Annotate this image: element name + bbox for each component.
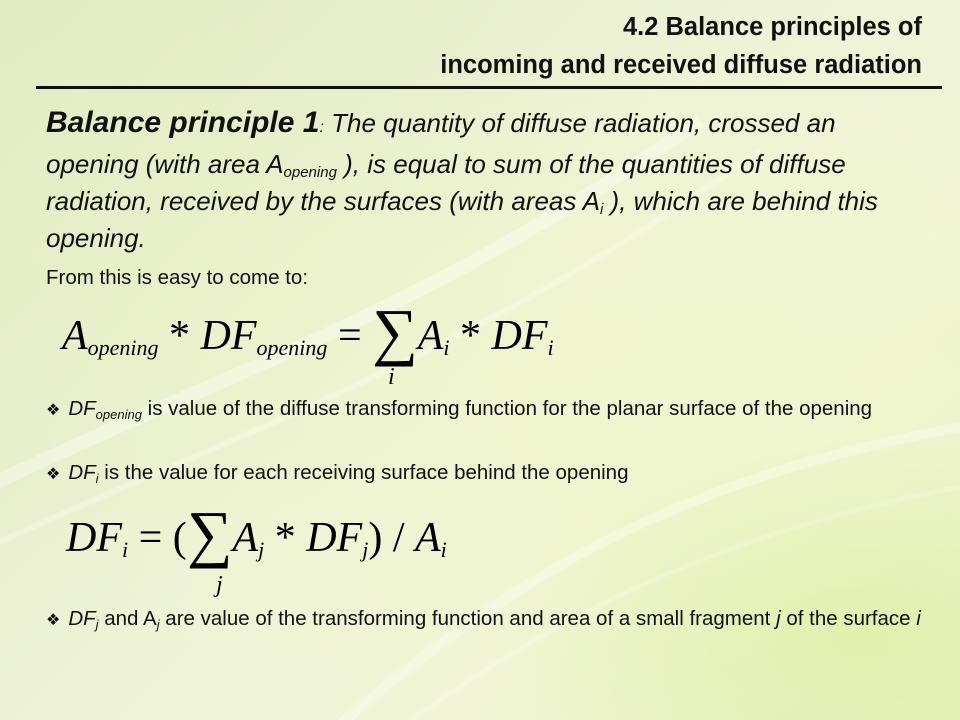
bullet1-subscript: opening <box>95 407 142 422</box>
bullet3-sub-df: j <box>95 617 99 632</box>
bullet3-text: are value of the transforming function and area of a small fragment <box>159 607 777 630</box>
eq2-times: * <box>264 515 307 561</box>
eq1-DF-i: DF <box>491 313 548 359</box>
eq1-A-i: A <box>417 313 444 359</box>
bullet1-symbol: DF <box>68 397 96 420</box>
eq2-sum-index: j <box>216 572 223 598</box>
bullet2-text: is the value for each receiving surface behind the opening <box>98 461 629 484</box>
bullet3-j: j <box>776 607 781 630</box>
eq1-sub-DF: opening <box>256 335 328 360</box>
title-divider <box>36 86 942 89</box>
slide-title <box>440 8 922 84</box>
eq1-sub-DF-i: i <box>547 335 554 360</box>
principle-paragraph <box>46 104 926 257</box>
bullet2-subscript: i <box>95 471 99 486</box>
eq1-times-2: * <box>449 313 492 359</box>
bullet3-symbol-df: DF <box>68 607 96 630</box>
principle-text-a: The quantity of diffuse radiation, crossed an opening (with area A <box>46 108 836 179</box>
bullet3-text-2: of the surface <box>780 607 917 630</box>
eq1-A: A <box>62 313 88 359</box>
eq1-sub-A: opening <box>87 335 159 360</box>
principle-text-b: ), is equal to sum of the quantities of diffuse radiation, received by the surfaces (with areas A <box>46 149 846 216</box>
eq1-sum-symbol: ∑ <box>372 296 418 367</box>
bullet-df-opening <box>46 396 926 422</box>
bullet2-symbol: DF <box>68 461 96 484</box>
bullet-df-i <box>46 460 926 486</box>
eq1-times: * <box>158 313 201 359</box>
eq2-DF-i: DF <box>66 515 122 561</box>
principle-sub-i: i <box>599 201 604 218</box>
bullet-df-j <box>46 606 926 632</box>
bullet3-and-a: and A <box>98 607 157 630</box>
principle-lead: Balance principle 1 <box>46 106 320 139</box>
principle-colon: : <box>319 119 324 136</box>
diamond-bullet-icon: ❖ <box>46 464 61 483</box>
equation-2 <box>66 498 447 598</box>
eq2-sum-symbol: ∑ <box>186 498 233 569</box>
eq2-sub-DF-j: j <box>362 537 369 562</box>
eq2-sub-A-i: i <box>440 537 447 562</box>
eq2-A-i: A <box>415 515 441 561</box>
principle-sub-opening: opening <box>283 164 337 181</box>
intro-text: From this is easy to come to: <box>46 266 309 289</box>
bullet3-i: i <box>916 607 921 630</box>
eq2-sub-A-j: j <box>258 537 265 562</box>
diamond-bullet-icon: ❖ <box>46 610 61 629</box>
diamond-bullet-icon: ❖ <box>46 400 61 419</box>
eq1-DF: DF <box>200 313 257 359</box>
eq1-sub-A-i: i <box>443 335 450 360</box>
principle-text-c: ), which are behind this opening. <box>46 186 878 253</box>
equation-1 <box>62 296 554 390</box>
slide-title-line-2: incoming and received diffuse radiation <box>440 51 922 79</box>
eq2-sub-DF-i: i <box>122 537 129 562</box>
eq1-sum-index: i <box>388 364 395 390</box>
eq2-DF-j: DF <box>306 515 363 561</box>
eq2-close-divide: ) / <box>368 515 415 561</box>
slide-title-line-1: 4.2 Balance principles of <box>622 13 922 41</box>
eq2-equals: = ( <box>128 515 187 561</box>
eq1-equals: = <box>327 313 373 359</box>
eq2-A-j: A <box>232 515 259 561</box>
bullet3-sub-a: j <box>156 617 160 632</box>
bullet1-text: is value of the diffuse transforming function for the planar surface of the opening <box>141 397 873 420</box>
